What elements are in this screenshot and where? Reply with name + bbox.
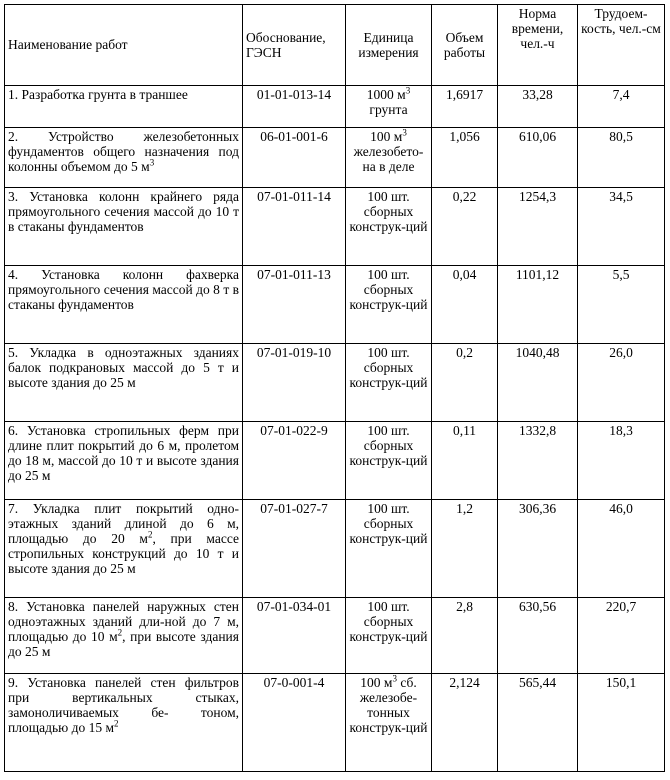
cell-norm: 1101,12 (498, 266, 578, 344)
table-row (5, 188, 665, 266)
cell-volume: 1,6917 (432, 86, 498, 128)
cell-volume: 1,056 (432, 128, 498, 188)
header-basis: Обоснование, ГЭСН (243, 5, 346, 86)
cell-unit: 100 $м^3$ железобето-на в деле (346, 128, 432, 188)
cell-basis: 07-01-022-9 (243, 422, 346, 500)
table-row (5, 674, 665, 772)
cell-labor: 220,7 (578, 598, 665, 674)
header-unit: Единица измерения (346, 5, 432, 86)
header-volume: Объем работы (432, 5, 498, 86)
cell-labor: 7,4 (578, 86, 665, 128)
cell-norm: 565,44 (498, 674, 578, 772)
cell-unit: 100 шт. сборных конструк-ций (346, 422, 432, 500)
cell-name: 8. Установка панелей наружных стен одноэтажных зданий дли-ной до 7 м, площадью до 10 $м^2$, при высоте здания до 25 м (5, 598, 243, 674)
cell-labor: 34,5 (578, 188, 665, 266)
cell-volume: 2,124 (432, 674, 498, 772)
cell-volume: 0,2 (432, 344, 498, 422)
cell-volume: 0,04 (432, 266, 498, 344)
cell-name: 1. Разработка грунта в траншее (5, 86, 243, 128)
cell-name: 4. Установка колонн фахверка прямоугольного сечения массой до 8 т в стаканы фундаментов (5, 266, 243, 344)
cell-norm: 630,56 (498, 598, 578, 674)
cell-unit: 100 $м^3$ сб. железобе-тонных конструк-ций (346, 674, 432, 772)
cell-volume: 0,11 (432, 422, 498, 500)
cell-basis: 07-01-011-14 (243, 188, 346, 266)
cell-labor: 46,0 (578, 500, 665, 598)
cell-labor: 5,5 (578, 266, 665, 344)
cell-volume: 0,22 (432, 188, 498, 266)
cell-norm: 33,28 (498, 86, 578, 128)
cell-norm: 610,06 (498, 128, 578, 188)
cell-norm: 1254,3 (498, 188, 578, 266)
table-row (5, 598, 665, 674)
cell-basis: 07-01-034-01 (243, 598, 346, 674)
cell-unit: 1000 $м^3$ грунта (346, 86, 432, 128)
table-row (5, 266, 665, 344)
cell-labor: 150,1 (578, 674, 665, 772)
cell-name: 7. Укладка плит покрытий одно-этажных зданий длиной до 6 м, площадью до 20 $м^2$, при массе стропильных конструкций до 10 т и высоте здания до 25 м (5, 500, 243, 598)
cell-unit: 100 шт. сборных конструк-ций (346, 266, 432, 344)
cell-basis: 07-01-027-7 (243, 500, 346, 598)
table-row (5, 128, 665, 188)
cell-basis: 07-01-019-10 (243, 344, 346, 422)
cell-volume: 2,8 (432, 598, 498, 674)
header-labor: Трудоем-кость, чел.-см (578, 5, 665, 86)
cell-norm: 1040,48 (498, 344, 578, 422)
cell-volume: 1,2 (432, 500, 498, 598)
table-row (5, 86, 665, 128)
cell-norm: 306,36 (498, 500, 578, 598)
table-row (5, 422, 665, 500)
cell-basis: 07-0-001-4 (243, 674, 346, 772)
cell-name: 5. Укладка в одноэтажных зданиях балок подкрановых массой до 5 т и высоте здания до 25 м (5, 344, 243, 422)
table-header-row (5, 5, 665, 86)
cell-unit: 100 шт. сборных конструк-ций (346, 344, 432, 422)
cell-labor: 26,0 (578, 344, 665, 422)
table-row (5, 500, 665, 598)
table-row (5, 344, 665, 422)
cell-name: 9. Установка панелей стен фильтров при вертикальных стыках, замоноличиваемых бе- тоном, площадью до 15 $м^2$ (5, 674, 243, 772)
works-table (4, 4, 665, 772)
header-norm: Норма времени, чел.-ч (498, 5, 578, 86)
cell-unit: 100 шт. сборных конструк-ций (346, 500, 432, 598)
cell-labor: 80,5 (578, 128, 665, 188)
cell-name: 3. Установка колонн крайнего ряда прямоугольного сечения массой до 10 т в стаканы фундаментов (5, 188, 243, 266)
cell-name: 6. Установка стропильных ферм при длине плит покрытий до 6 м, пролетом до 18 м, массой до 10 т и высоте здания до 25 м (5, 422, 243, 500)
cell-unit: 100 шт. сборных конструк-ций (346, 598, 432, 674)
cell-basis: 07-01-011-13 (243, 266, 346, 344)
cell-unit: 100 шт. сборных конструк-ций (346, 188, 432, 266)
cell-norm: 1332,8 (498, 422, 578, 500)
header-name: Наименование работ (5, 5, 243, 86)
cell-basis: 06-01-001-6 (243, 128, 346, 188)
cell-basis: 01-01-013-14 (243, 86, 346, 128)
cell-labor: 18,3 (578, 422, 665, 500)
cell-name: 2. Устройство железобетонных фундаментов общего назначения под колонны объемом до 5 $м^3$ (5, 128, 243, 188)
